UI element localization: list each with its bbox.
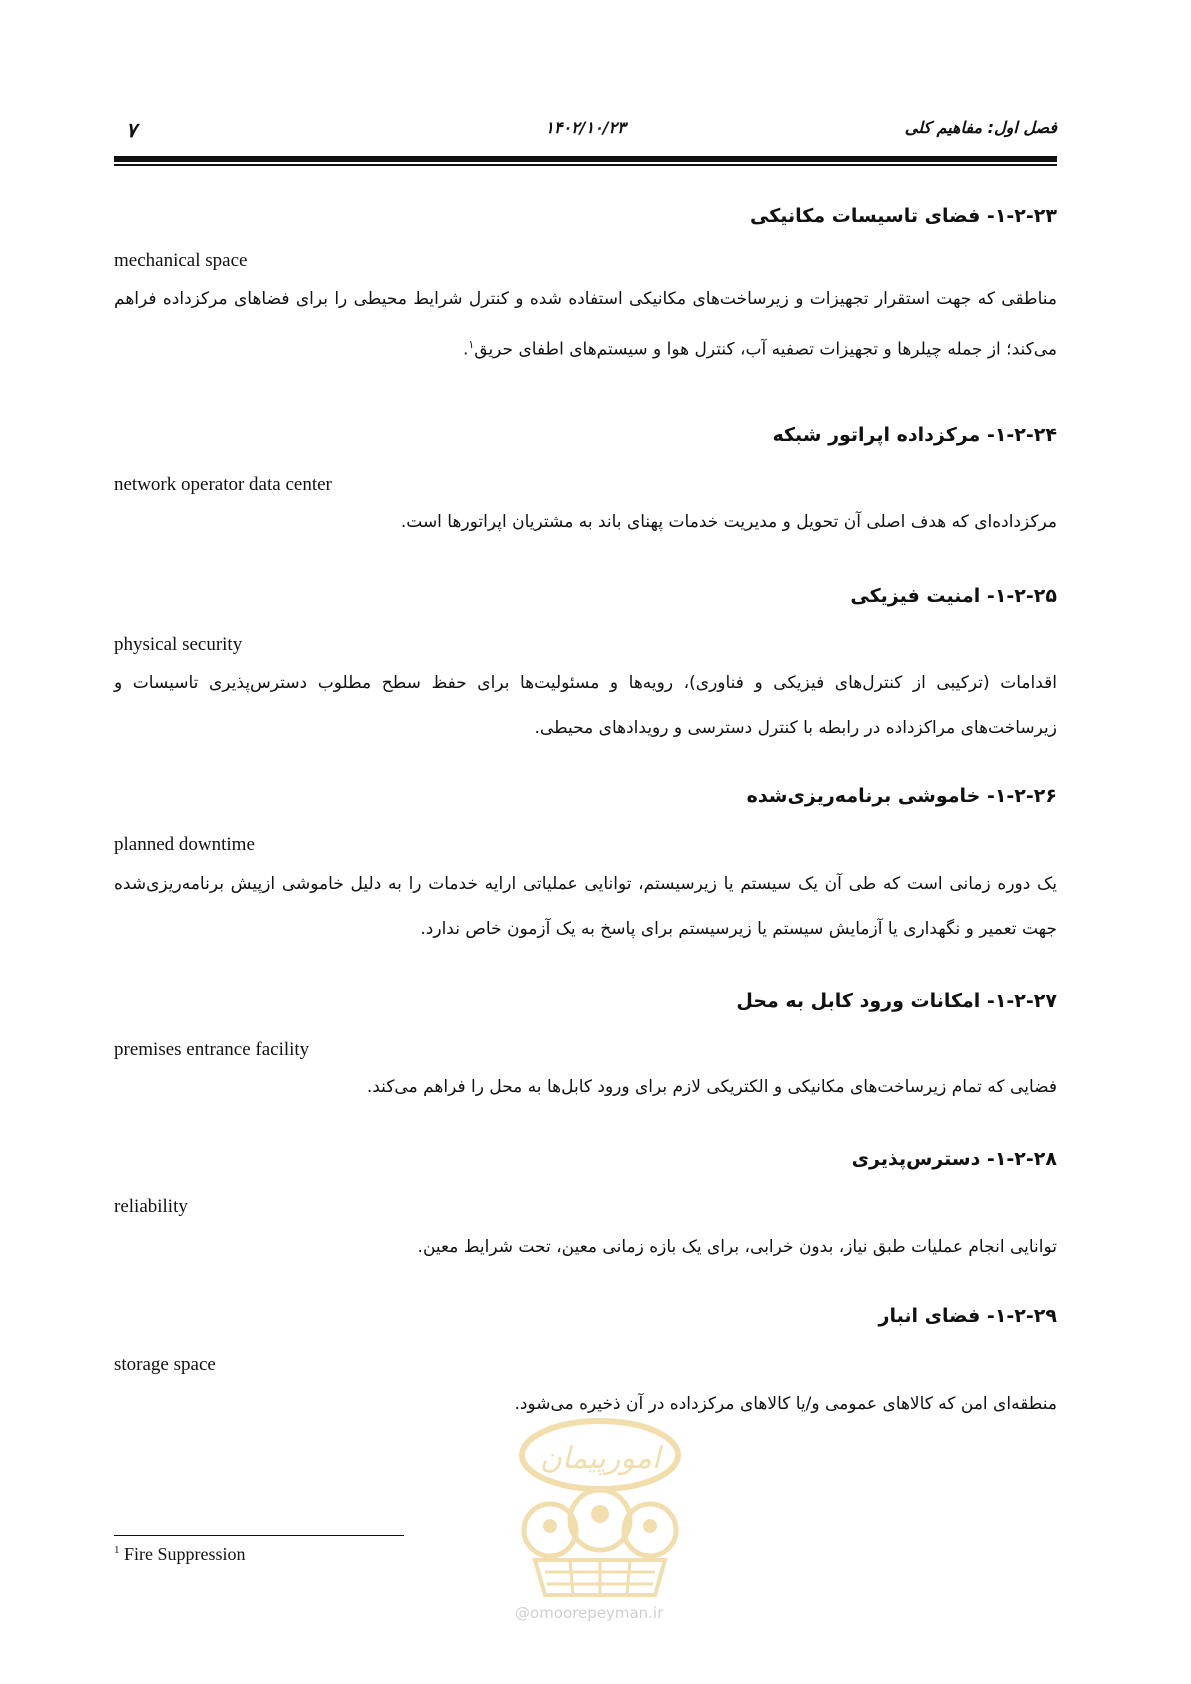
english-term: planned downtime xyxy=(114,834,255,855)
section-title: ۱-۲-۲۷- امکانات ورود کابل به محل xyxy=(736,990,1057,1012)
definition-text: اقدامات (ترکیبی از کنترل‌های فیزیکی و فناوری)، رویه‌ها و مسئولیت‌ها برای حفظ سطح مطلوب دسترس‌پذیری تاسیسات و زیرساخت‌های مراکزداده در رابطه با کنترل دسترسی و رویدادهای محیطی. xyxy=(114,673,1057,738)
page-number: ۷ xyxy=(126,118,137,142)
chapter-title: فصل اول: مفاهیم کلی xyxy=(904,118,1057,137)
watermark-site: @omoorepeyman.ir xyxy=(515,1604,664,1622)
definition-text: مرکزداده‌ای که هدف اصلی آن تحویل و مدیریت خدمات پهنای باند به مشتریان اپراتورها است. xyxy=(400,512,1057,532)
section-title: ۱-۲-۲۶- خاموشی برنامه‌ریزی‌شده xyxy=(746,785,1057,807)
section-title: ۱-۲-۲۹- فضای انبار xyxy=(878,1305,1057,1327)
footnote-marker: 1 xyxy=(114,1544,120,1556)
definition-text: توانایی انجام عملیات طبق نیاز، بدون خرابی، برای یک بازه زمانی معین، تحت شرایط معین. xyxy=(417,1237,1057,1257)
english-term: premises entrance facility xyxy=(114,1039,310,1060)
definition-text: فضایی که تمام زیرساخت‌های مکانیکی و الکتریکی لازم برای ورود کابل‌ها به محل را فراهم می‌کند. xyxy=(366,1077,1057,1097)
definition-text: یک دوره زمانی است که طی آن یک سیستم یا زیرسیستم، توانایی عملیاتی ارایه خدمات را به دلیل خاموشی ازپیش برنامه‌ریزی‌شده جهت تعمیر و نگهداری یا آزمایش سیستم یا زیرسیستم برای پاسخ به یک آزمون خاص ندارد. xyxy=(114,874,1057,939)
section-title: ۱-۲-۲۸- دسترس‌پذیری xyxy=(851,1148,1057,1170)
section-title: ۱-۲-۲۵- امنیت فیزیکی xyxy=(850,585,1057,607)
english-term: physical security xyxy=(114,634,243,655)
section-title: ۱-۲-۲۳- فضای تاسیسات مکانیکی xyxy=(750,205,1057,227)
watermark-logo xyxy=(505,1410,695,1600)
header-rule-thick xyxy=(114,156,1057,162)
header-rule-thin xyxy=(114,164,1057,166)
english-term: network operator data center xyxy=(114,474,332,495)
footnote xyxy=(114,1544,246,1565)
footnote-text: Fire Suppression xyxy=(124,1544,246,1564)
header-date: ۱۴۰۲/۱۰/۲۳ xyxy=(545,118,626,137)
section-title: ۱-۲-۲۴- مرکزداده اپراتور شبکه xyxy=(772,424,1057,446)
footnote-ref: ۱ xyxy=(468,338,475,351)
footnote-rule xyxy=(114,1535,404,1536)
page-header xyxy=(114,118,1057,148)
english-term: reliability xyxy=(114,1196,188,1217)
definition-text: منطقه‌ای امن که کالاهای عمومی و/یا کالاهای مرکزداده در آن ذخیره می‌شود. xyxy=(514,1394,1057,1414)
english-term: storage space xyxy=(114,1354,216,1375)
watermark-logo-text: امورپیمان xyxy=(539,1441,661,1476)
english-term: mechanical space xyxy=(114,250,248,271)
definition-text: مناطقی که جهت استقرار تجهیزات و زیرساخت‌های مکانیکی استفاده شده و کنترل شرایط محیطی را برای فضاهای مرکزداده فراهم می‌کند؛ از جمله چیلرها و تجهیزات تصفیه آب، کنترل هوا و سیستم‌های اطفای حریق$^۱$. xyxy=(114,289,1057,360)
